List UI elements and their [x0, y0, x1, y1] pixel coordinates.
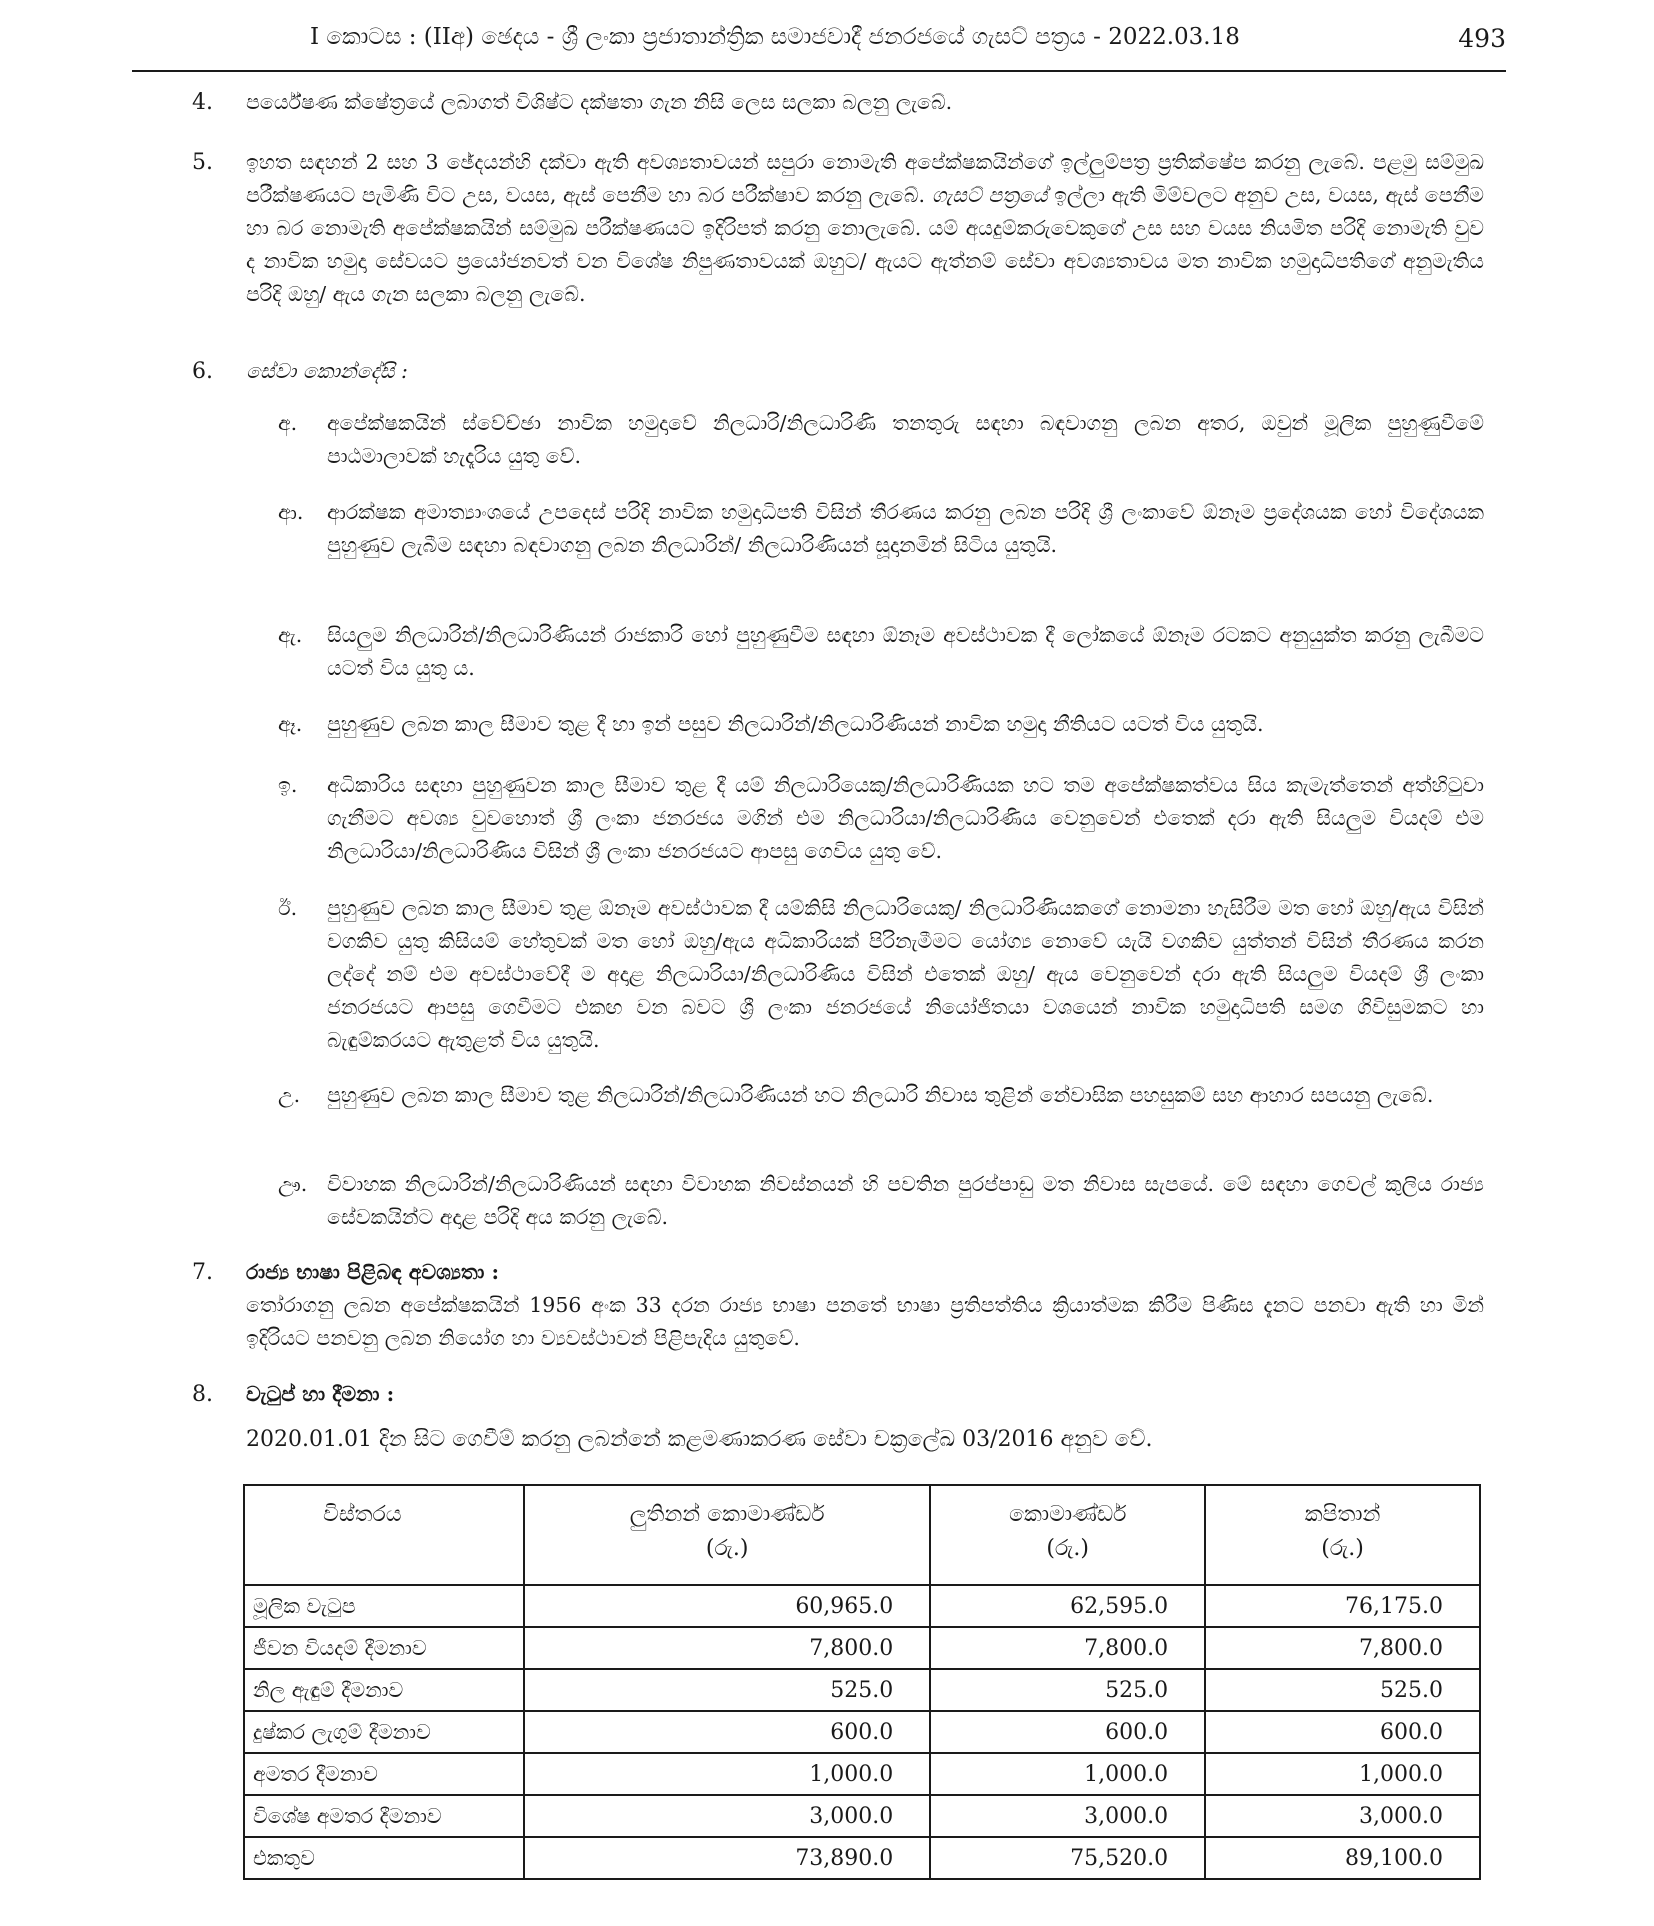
item-text: විවාහක නිලධාරින්/නිලධාරිණියන් සඳහා විවාහක නිවස්නයන් හි පවතින පුරප්පාඩු මත නිවාස සැපයේ. මේ සඳහා ගෙවල් කුලිය රාජ්‍ය සේවකයින්ට අදාළ පරිදි අය කරනු ලැබේ.	[327, 1172, 1484, 1229]
item-label: අ.	[278, 411, 298, 435]
column-header-unit: (රු.)	[1321, 1536, 1364, 1561]
row-label: නිල ඇඳුම් දීමනාව	[244, 1669, 524, 1711]
section-number: 8.	[192, 1382, 213, 1407]
section-number: 4.	[192, 90, 213, 115]
salary-table	[243, 1484, 1481, 1880]
cell-captain: 89,100.0	[1205, 1837, 1480, 1879]
section-title: සේවා කොන්දේසි :	[246, 359, 408, 383]
table-row	[244, 1753, 1480, 1795]
column-header-unit: (රු.)	[1046, 1536, 1089, 1561]
item-text: පුහුණුව ලබන කාල සීමාව තුළ දී හා ඉන් පසුව නිලධාරින්/නිලධාරිණියන් නාවික හමුදා නීතියට යටත් විය යුතුයි.	[327, 712, 1264, 736]
item-text: ආරක්ෂක අමාත්‍යාංශයේ උපදෙස් පරිදි නාවික හමුදාධිපති විසින් තීරණය කරනු ලබන පරිදි ශ්‍රී ලංකාවේ ඕනෑම ප්‍රදේශයක හෝ විදේශයක පුහුණුව ලැබීම සඳහා බඳවාගනු ලබන නිලධාරින්/ නිලධාරිණියන් සූදානමින් සිටිය යුතුයි.	[327, 500, 1484, 557]
table-row	[244, 1795, 1480, 1837]
cell-captain: 525.0	[1205, 1669, 1480, 1711]
column-header-commander	[930, 1485, 1205, 1585]
table-row	[244, 1627, 1480, 1669]
cell-commander: 3,000.0	[930, 1795, 1205, 1837]
cell-lt-commander: 1,000.0	[524, 1753, 930, 1795]
row-label: එකතුව	[244, 1837, 524, 1879]
row-label: විශේෂ අමතර දීමනාව	[244, 1795, 524, 1837]
cell-lt-commander: 525.0	[524, 1669, 930, 1711]
cell-lt-commander: 3,000.0	[524, 1795, 930, 1837]
column-header-name: විස්තරය	[323, 1502, 402, 1527]
section-number: 7.	[192, 1260, 213, 1285]
row-label: ජීවන වියදම් දීමනාව	[244, 1627, 524, 1669]
column-header-name: කපිතාන්	[1304, 1502, 1381, 1527]
section-title: රාජ්‍ය භාෂා පිළිබඳ අවශ්‍යතා :	[246, 1260, 500, 1284]
cell-commander: 600.0	[930, 1711, 1205, 1753]
item-text: සියලුම නිලධාරින්/නිලධාරිණියන් රාජකාරි හෝ පුහුණුවීම සඳහා ඕනෑම අවස්ථාවක දී ලෝකයේ ඕනෑම රටකට අනුයුක්ත කරනු ලැබීමට යටත් විය යුතු ය.	[327, 623, 1484, 680]
table-row	[244, 1711, 1480, 1753]
column-header-name: කොමාණ්ඩර්	[1008, 1502, 1127, 1527]
item-text: අධිකාරිය සඳහා පුහුණුවන කාල සීමාව තුළ දී යම් නිලධාරියෙකු/නිලධාරිණියක හට තම අපේක්ෂකත්වය සිය කැමැත්තෙන් අත්හිටුවා ගැනීමට අවශ්‍ය වුවහොත් ශ්‍රී ලංකා ජනරජය මගින් එම නිලධාරියා/නිලධාරිණිය වෙනුවෙන් එතෙක් දරා ඇති සියලුම වියදම් එම නිලධාරියා/නිලධාරිණිය විසින් ශ්‍රී ලංකා ජනරජයට ආපසු ගෙවිය යුතු වේ.	[327, 773, 1484, 863]
column-header-description	[244, 1485, 524, 1585]
section-number: 5.	[192, 150, 213, 175]
column-header-name: ලුතිනන් කොමාණ්ඩර්	[629, 1502, 825, 1527]
row-label: දුෂ්කර ලැගුම් දීමනාව	[244, 1711, 524, 1753]
section-number: 6.	[192, 359, 213, 384]
cell-commander: 62,595.0	[930, 1585, 1205, 1627]
cell-captain: 3,000.0	[1205, 1795, 1480, 1837]
header-divider	[132, 70, 1506, 72]
cell-captain: 600.0	[1205, 1711, 1480, 1753]
cell-commander: 7,800.0	[930, 1627, 1205, 1669]
cell-lt-commander: 600.0	[524, 1711, 930, 1753]
salary-intro-text: 2020.01.01 දින සිට ගෙවීම් කරනු ලබන්නේ කළමණාකරණ සේවා චක්‍රලේඛ 03/2016 අනුව වේ.	[246, 1427, 1153, 1452]
section-title: වැටුප් හා දීමනා :	[246, 1382, 395, 1406]
item-label: ඌ.	[278, 1172, 308, 1196]
section-text: පර්යේෂණ ක්ෂේත්‍රයේ ලබාගත් විශිෂ්ට දක්ෂතා ගැන නිසි ලෙස සලකා බලනු ලැබේ.	[246, 90, 953, 114]
page-header-title: I කොටස : (IIඅ) ඡෙදය - ශ්‍රී ලංකා ප්‍රජාතාන්ත්‍රික සමාජවාදී ජනරජයේ ගැසට් පත්‍රය - 2022.03.18	[310, 24, 1240, 50]
item-label: ආ.	[278, 500, 304, 524]
item-label: ඉ.	[278, 773, 298, 797]
row-label: මූලික වැටුප	[244, 1585, 524, 1627]
cell-commander: 525.0	[930, 1669, 1205, 1711]
item-label: ඇ.	[278, 623, 303, 647]
cell-captain: 1,000.0	[1205, 1753, 1480, 1795]
cell-captain: 76,175.0	[1205, 1585, 1480, 1627]
table-row	[244, 1585, 1480, 1627]
item-label: උ.	[278, 1083, 301, 1107]
section-text-part: ඉහත සඳහන් 2 සහ 3 ඡේදයන්හි දක්වා ඇති අවශ්‍යතාවයන් සපුරා නොමැති අපේක්ෂකයින්ගේ ඉල්ලුම්පත්‍ර ප්‍රතික්ෂේප කරනු ලැබේ. පළමු සම්මුඛ පරීක්ෂණයට පැමිණි විට උස, වයස, ඇස් පෙනීම හා බර පරීක්ෂාව කරනු ලැබේ.	[246, 150, 1484, 207]
section-content	[246, 1256, 1484, 1355]
table-header-row	[244, 1485, 1480, 1585]
table-row-total	[244, 1837, 1480, 1879]
column-header-lt-commander	[524, 1485, 930, 1585]
item-text: පුහුණුව ලබන කාල සීමාව තුළ නිලධාරින්/නිලධාරිණියන් හට නිලධාරි නිවාස තුළින් නේවාසික පහසුකම් සහ ආහාර සපයනු ලැබේ.	[327, 1083, 1434, 1107]
cell-captain: 7,800.0	[1205, 1627, 1480, 1669]
item-label: ඈ.	[278, 712, 303, 736]
section-text: තෝරාගනු ලබන අපේක්ෂකයින් 1956 අංක 33 දරන රාජ්‍ය භාෂා පනතේ භාෂා ප්‍රතිපත්තිය ක්‍රියාත්මක කිරීම පිණිස දැනට පනවා ඇති හා මින් ඉදිරියට පනවනු ලබන නියෝග හා ව්‍යවස්ථාවන් පිළිපැදිය යුතුවේ.	[246, 1293, 1484, 1350]
section-text	[246, 146, 1484, 311]
column-header-unit: (රු.)	[705, 1536, 749, 1561]
row-label: අමතර දීමනාව	[244, 1753, 524, 1795]
cell-lt-commander: 60,965.0	[524, 1585, 930, 1627]
cell-commander: 75,520.0	[930, 1837, 1205, 1879]
item-label: ඊ.	[278, 896, 298, 920]
column-header-captain	[1205, 1485, 1480, 1585]
cell-lt-commander: 73,890.0	[524, 1837, 930, 1879]
page-number: 493	[1458, 24, 1506, 53]
cell-lt-commander: 7,800.0	[524, 1627, 930, 1669]
section-text-part: ඉල්ලා ඇති මිම්වලට අනුව උස, වයස, ඇස් පෙනීම හා බර නොමැති අපේක්ෂකයින් සම්මුඛ පරීක්ෂණයට ඉදිරිපත් කරනු නොලැබේ. යම් අයදුම්කරුවෙකුගේ උස සහ වයස නියමිත පරිදි නොමැති වුව ද නාවික හමුදා සේවයට ප්‍රයෝජනවත් වන විශේෂ නිපුණතාවයක් ඔහුට/ ඇයට ඇත්නම් සේවා අවශ්‍යතාවය මත නාවික හමුදාධිපතිගේ අනුමැතිය පරිදි ඔහු/ ඇය ගැන සලකා බලනු ලැබේ.	[246, 183, 1484, 306]
table-row	[244, 1669, 1480, 1711]
cell-commander: 1,000.0	[930, 1753, 1205, 1795]
item-text: පුහුණුව ලබන කාල සීමාව තුළ ඕනෑම අවස්ථාවක දී යම්කිසි නිලධාරියෙකු/ නිලධාරිණියකගේ නොමනා හැසිරීම මත හෝ ඔහු/ඇය විසින් වගකිව යුතු කිසියම් හේතුවක් මත හෝ ඔහු/ඇය අධිකාරියක් පිරිනැමීමට යෝග්‍ය නොවේ යැයි වගකිව යුත්තන් විසින් තීරණය කරන ලද්දේ නම් එම අවස්ථාවේදී ම අදාළ නිලධාරියා/නිලධාරිණිය විසින් එතෙක් ඔහු/ ඇය වෙනුවෙන් දරා ඇති සියලුම වියදම් ශ්‍රී ලංකා ජනරජයට ආපසු ගෙවීමට එකඟ වන බවට ශ්‍රී ලංකා ජනරජයේ නියෝජිතයා වශයෙන් නාවික හමුදාධිපති සමග ගිවිසුමකට හා බැඳුම්කරයට ඇතුළත් විය යුතුයි.	[327, 896, 1484, 1052]
item-text: අපේක්ෂකයින් ස්වේච්ඡා නාවික හමුදාවේ නිලධාරි/නිලධාරිණි තනතුරු සඳහා බඳවාගනු ලබන අතර, ඔවුන් මූලික පුහුණුවීමේ පාඨමාලාවක් හැදෑරිය යුතු වේ.	[327, 411, 1484, 468]
italic-phrase: ගැසට් පත්‍රයේ	[931, 183, 1048, 207]
